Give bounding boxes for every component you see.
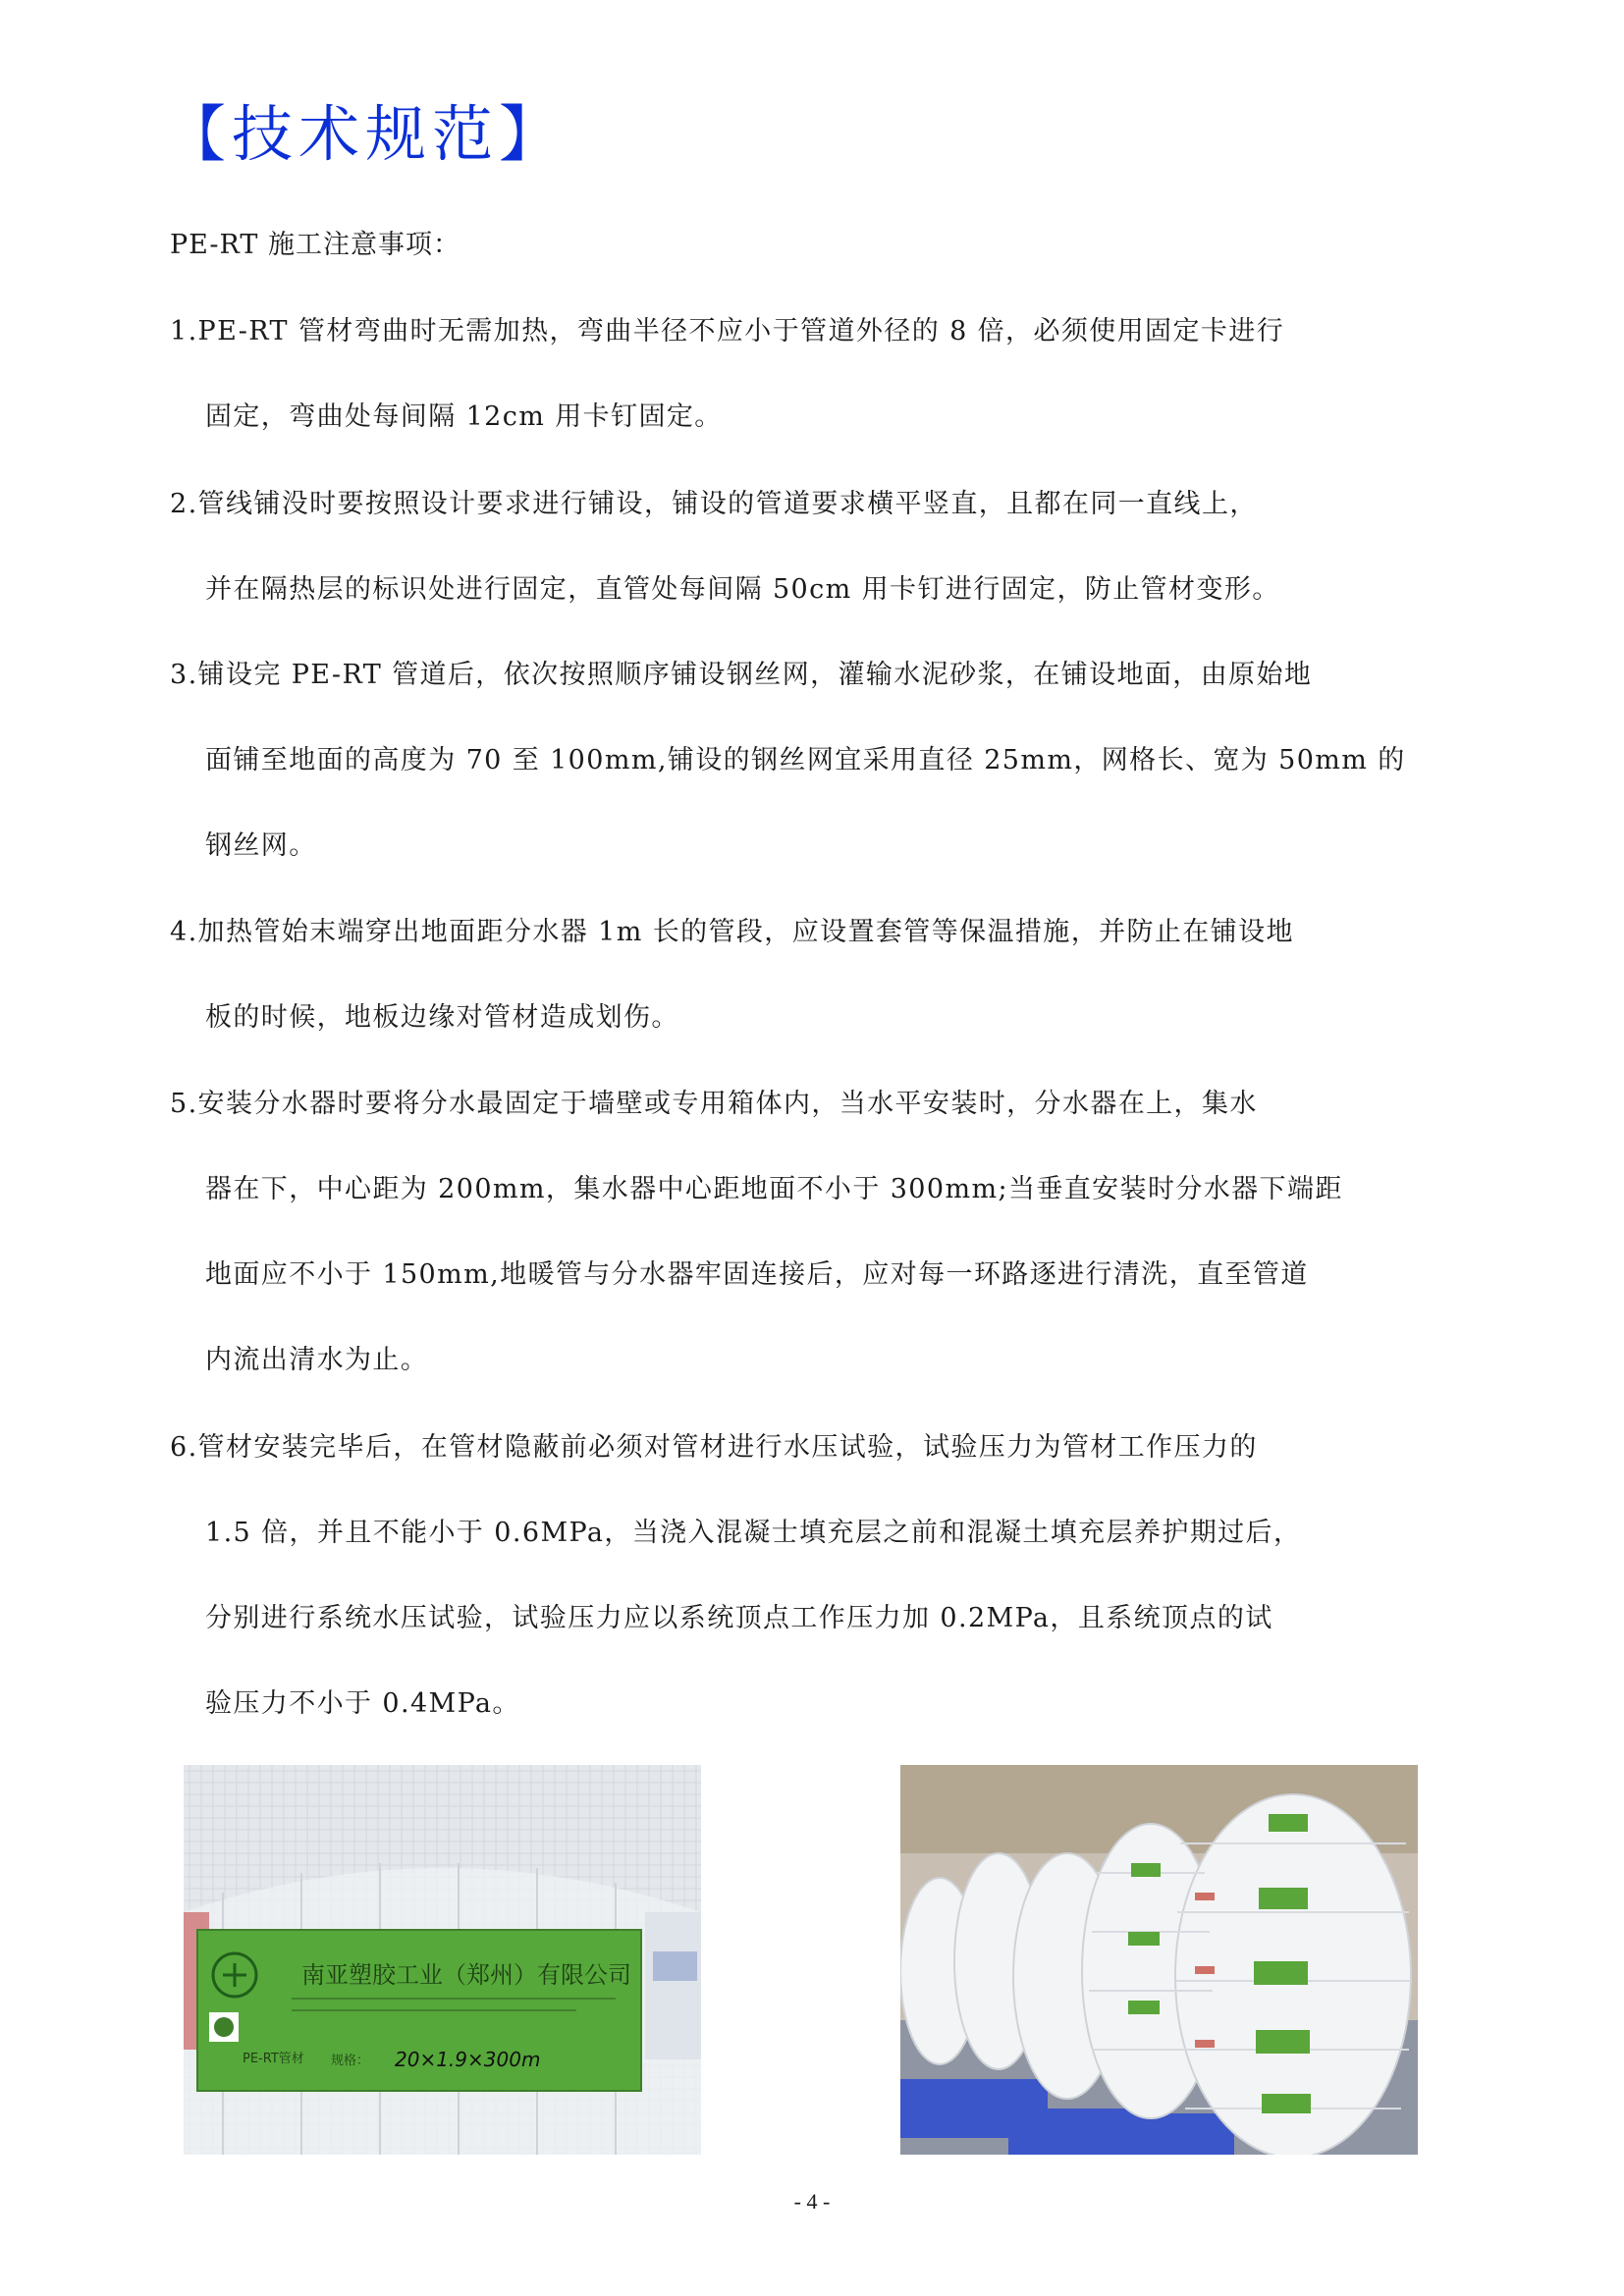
label-product: PE-RT管材 [243,2052,304,2066]
item-line: 6.管材安装完毕后，在管材隐蔽前必须对管材进行水压试验，试验压力为管材工作压力的 [170,1432,1258,1463]
page-heading: 【技术规范】 [165,98,567,170]
item-line: 地面应不小于 150mm,地暖管与分水器牢固连接后，应对每一环路逐进行清洗，直至管道 [205,1259,1309,1290]
item-line: 4.加热管始末端穿出地面距分水器 1m 长的管段，应设置套管等保温措施，并防止在铺设地 [170,917,1294,947]
warehouse-illustration [900,1765,1418,2155]
item-line: 1.PE-RT 管材弯曲时无需加热，弯曲半径不应小于管道外径的 8 倍，必须使用固定卡进行 [170,316,1285,347]
item-line: 面铺至地面的高度为 70 至 100mm,铺设的钢丝网宜采用直径 25mm，网格长、宽为 50mm 的 [205,745,1406,775]
label-spec-value: 20×1.9×300m [395,2048,541,2071]
label-spec-key: 规格： [331,2054,370,2068]
section-subtitle: PE-RT 施工注意事项： [170,230,460,260]
item-line: 5.安装分水器时要将分水最固定于墙壁或专用箱体内，当水平安装时，分水器在上，集水 [170,1089,1258,1119]
item-line: 2.管线铺没时要按照设计要求进行铺设，铺设的管道要求横平竖直，且都在同一直线上， [170,489,1258,519]
item-line: 器在下，中心距为 200mm，集水器中心距地面不小于 300mm;当垂直安装时分水器下端距 [205,1174,1343,1204]
page-number: - 4 - [793,2189,831,2214]
pipe-coil-illustration [184,1765,701,2155]
item-line: 并在隔热层的标识处进行固定，直管处每间隔 50cm 用卡钉进行固定，防止管材变形。 [205,574,1280,605]
item-line: 1.5 倍，并且不能小于 0.6MPa，当浇入混凝士填充层之前和混凝土填充层养护期过后， [205,1518,1302,1548]
item-line: 钢丝网。 [205,830,317,861]
item-line: 板的时候，地板边缘对管材造成划伤。 [205,1002,679,1033]
item-line: 3.铺设完 PE-RT 管道后，依次按照顺序铺设钢丝网，灌输水泥砂浆，在铺设地面，由原始地 [170,660,1313,690]
item-line: 分别进行系统水压试验，试验压力应以系统顶点工作压力加 0.2MPa，且系统顶点的试 [205,1603,1273,1633]
label-company: 南亚塑胶工业（郑州）有限公司 [301,1961,631,1989]
item-line: 内流出清水为止。 [205,1345,429,1375]
item-line: 验压力不小于 0.4MPa。 [205,1688,520,1719]
pipe-coil-photo [184,1765,701,2155]
item-line: 固定，弯曲处每间隔 12cm 用卡钉固定。 [205,401,723,432]
warehouse-photo [900,1765,1418,2155]
